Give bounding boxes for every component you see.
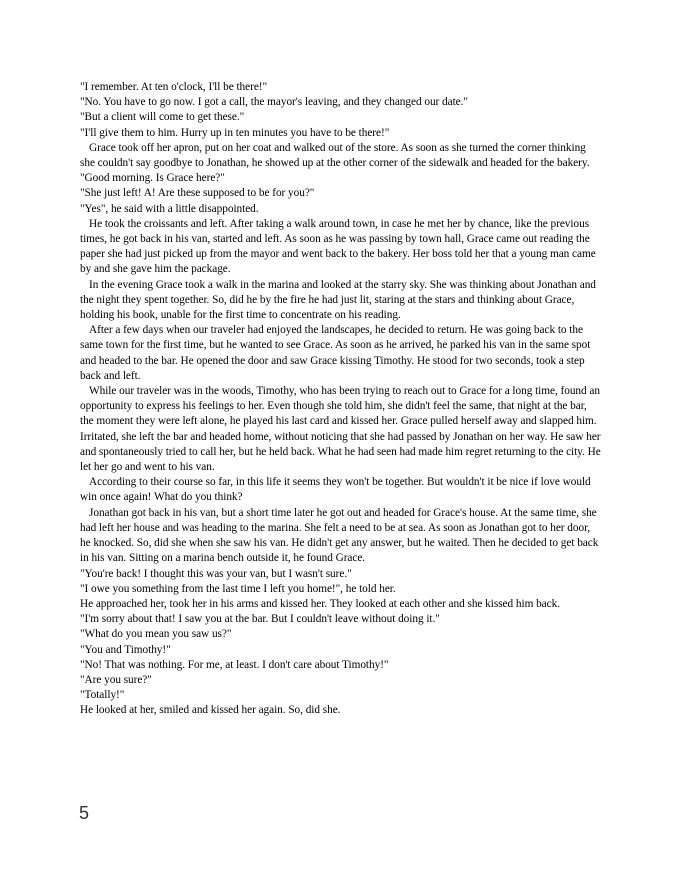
- dialogue-line: "Yes", he said with a little disappointed.: [80, 202, 259, 215]
- dialogue-line: "Good morning. Is Grace here?": [80, 172, 225, 185]
- dialogue-line: "She just left! A! Are these supposed to be for you?": [80, 187, 315, 200]
- dialogue-line: "But a client will come to get these.": [80, 111, 245, 124]
- narrative-paragraph: He took the croissants and left. After taking a walk around town, in case he met her by chance, like the previous times, he got back in his van, started and left. As soon as he was passing by town hall, Grace came out reading the paper she had just picked up from the mayor and went back to the bakery. Her boss told her that a young man came by and she gave him the package.: [80, 217, 596, 276]
- story-text: [80, 80, 603, 719]
- dialogue-line: "I'm sorry about that! I saw you at the bar. But I couldn't leave without doing it.": [80, 613, 440, 626]
- narrative-paragraph: He approached her, took her in his arms and kissed her. They looked at each other and she kissed him back.: [80, 597, 560, 610]
- page-number: 5: [79, 803, 90, 823]
- narrative-paragraph: While our traveler was in the woods, Timothy, who has been trying to reach out to Grace for a long time, found an opportunity to express his feelings to her. Even though she told him, she didn't feel the same, that night at the bar, the moment they were left alone, he played his last card and kissed her. Grace pulled herself away and slapped him. Irritated, she left the bar and headed home, without noticing that she had passed by Jonathan on her way. He saw her and spontaneously tried to call her, but he held back. What he had seen had made him regret returning to the city. He let her go and went to his van.: [80, 385, 601, 474]
- narrative-paragraph: According to their course so far, in this life it seems they won't be together. But wouldn't it be nice if love would win once again! What do you think?: [80, 476, 591, 504]
- dialogue-line: "No! That was nothing. For me, at least. I don't care about Timothy!": [80, 658, 389, 671]
- dialogue-line: "What do you mean you saw us?": [80, 628, 232, 641]
- dialogue-line: "I owe you something from the last time I left you home!", he told her.: [80, 582, 396, 595]
- dialogue-line: "I remember. At ten o'clock, I'll be there!": [80, 81, 268, 93]
- dialogue-line: "No. You have to go now. I got a call, the mayor's leaving, and they changed our date.": [80, 96, 468, 109]
- dialogue-line: "Totally!": [80, 689, 125, 702]
- dialogue-line: "You and Timothy!": [80, 643, 171, 656]
- narrative-paragraph: Jonathan got back in his van, but a short time later he got out and headed for Grace's house. At the same time, she had left her house and was heading to the marina. She felt a need to be at sea. As soon as Jonathan got to her door, he knocked. So, did she when she saw his van. He didn't get any answer, but he waited. Then he decided to get back in his van. Sitting on a marina bench outside it, he found Grace.: [80, 506, 599, 565]
- dialogue-line: "I'll give them to him. Hurry up in ten minutes you have to be there!": [80, 126, 390, 139]
- narrative-paragraph: After a few days when our traveler had enjoyed the landscapes, he decided to return. He was going back to the same town for the first time, but he wanted to see Grace. As soon as he arrived, he parked his van in the same spot and headed to the bar. He opened the door and saw Grace kissing Timothy. He stood for two seconds, took a step back and left.: [80, 324, 591, 382]
- dialogue-line: "You're back! I thought this was your van, but I wasn't sure.": [80, 567, 352, 580]
- narrative-paragraph: Grace took off her apron, put on her coat and walked out of the store. As soon as she turned the corner thinking she couldn't say goodbye to Jonathan, he showed up at the other corner of the sidewalk and headed for the bakery.: [80, 141, 590, 170]
- dialogue-line: "Are you sure?": [80, 673, 152, 686]
- narrative-paragraph: He looked at her, smiled and kissed her again. So, did she.: [80, 704, 341, 717]
- narrative-paragraph: In the evening Grace took a walk in the marina and looked at the starry sky. She was thinking about Jonathan and the night they spent together. So, did he by the fire he had just lit, staring at the stars and thinking about Grace, holding his book, unable for the first time to concentrate on his reading.: [80, 278, 596, 322]
